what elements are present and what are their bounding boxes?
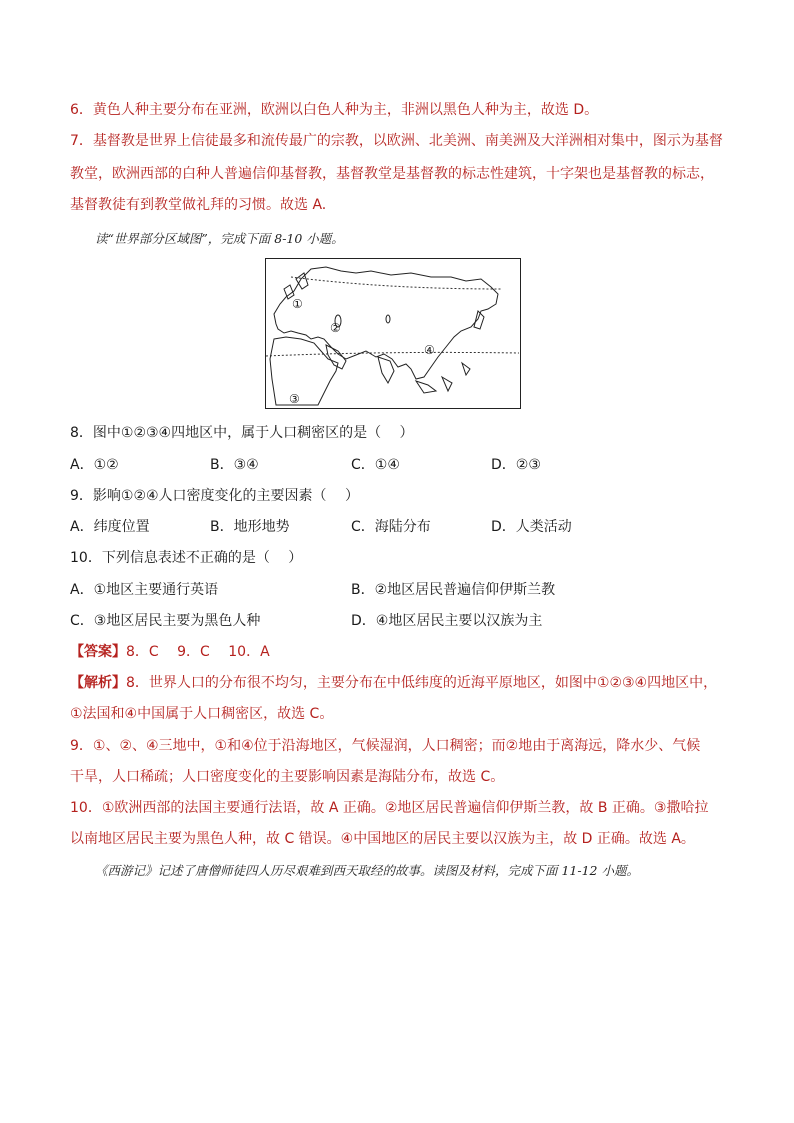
q8-stem: 8．图中①②③④四地区中，属于人口稠密区的是（ ） — [70, 425, 414, 441]
map-label-3: ③ — [289, 392, 300, 406]
analysis-line4: 干旱，人口稀疏；人口密度变化的主要影响因素是海陆分布，故选 C。 — [70, 769, 505, 785]
q9-option-d[interactable]: D．人类活动 — [491, 519, 572, 535]
q7-explanation-line2: 教堂，欧洲西部的白种人普遍信仰基督教，基督教堂是基督教的标志性建筑，十字架也是基督教的标志， — [70, 166, 714, 182]
answer-line — [70, 642, 270, 662]
q9-option-c[interactable]: C．海陆分布 — [351, 519, 431, 535]
map-label-1: ① — [292, 297, 303, 311]
q10-option-a[interactable]: A．①地区主要通行英语 — [70, 582, 219, 598]
q10-option-d[interactable]: D．④地区居民主要以汉族为主 — [351, 613, 543, 629]
q10-stem: 10．下列信息表述不正确的是（ ） — [70, 550, 303, 566]
q6-explanation: 6．黄色人种主要分布在亚洲，欧洲以白色人种为主，非洲以黑色人种为主，故选 D。 — [70, 102, 599, 118]
q9-stem: 9．影响①②④人口密度变化的主要因素（ ） — [70, 488, 360, 504]
q9-option-b[interactable]: B．地形地势 — [210, 519, 290, 535]
analysis-line5: 10．①欧洲西部的法国主要通行法语，故 A 正确。②地区居民普遍信仰伊斯兰教，故 B 正确。③撒哈拉 — [70, 800, 709, 816]
analysis-line1 — [70, 673, 717, 693]
intro-8-10: 读“世界部分区域图”，完成下面 8-10 小题。 — [95, 231, 344, 246]
analysis-line6: 以南地区居民主要为黑色人种，故 C 错误。④中国地区的居民主要以汉族为主，故 D 正确。故选 A。 — [70, 831, 695, 847]
map-label-2: ② — [330, 321, 341, 335]
q10-option-c[interactable]: C．③地区居民主要为黑色人种 — [70, 613, 261, 629]
q10-option-b[interactable]: B．②地区居民普遍信仰伊斯兰教 — [351, 582, 556, 598]
analysis-line3: 9．①、②、④三地中，①和④位于沿海地区，气候湿润，人口稠密；而②地由于离海远，降水少、气候 — [70, 738, 701, 754]
answer-text: 8．C 9．C 10．A — [126, 644, 270, 660]
q8-option-b[interactable]: B．③④ — [210, 457, 259, 473]
q9-option-a[interactable]: A．纬度位置 — [70, 519, 150, 535]
world-region-map — [265, 258, 521, 409]
q8-option-a[interactable]: A．①② — [70, 457, 119, 473]
q8-option-d[interactable]: D．②③ — [491, 457, 541, 473]
map-label-4: ④ — [424, 343, 435, 357]
q7-explanation-line3: 基督教徒有到教堂做礼拜的习惯。故选 A. — [70, 197, 327, 213]
q8-option-c[interactable]: C．①④ — [351, 457, 400, 473]
q7-explanation-line1: 7．基督教是世界上信徒最多和流传最广的宗教，以欧洲、北美洲、南美洲及大洋洲相对集中，图示为基督 — [70, 133, 723, 149]
analysis-text-1: 8．世界人口的分布很不均匀，主要分布在中低纬度的近海平原地区，如图中①②③④四地区中， — [126, 675, 718, 691]
analysis-line2: ①法国和④中国属于人口稠密区，故选 C。 — [70, 706, 334, 722]
intro-11-12: 《西游记》记述了唐僧师徒四人历尽艰难到西天取经的故事。读图及材料，完成下面 11-12 小题。 — [95, 863, 639, 878]
answer-label: 【答案】 — [70, 644, 126, 660]
analysis-label: 【解析】 — [70, 675, 126, 691]
